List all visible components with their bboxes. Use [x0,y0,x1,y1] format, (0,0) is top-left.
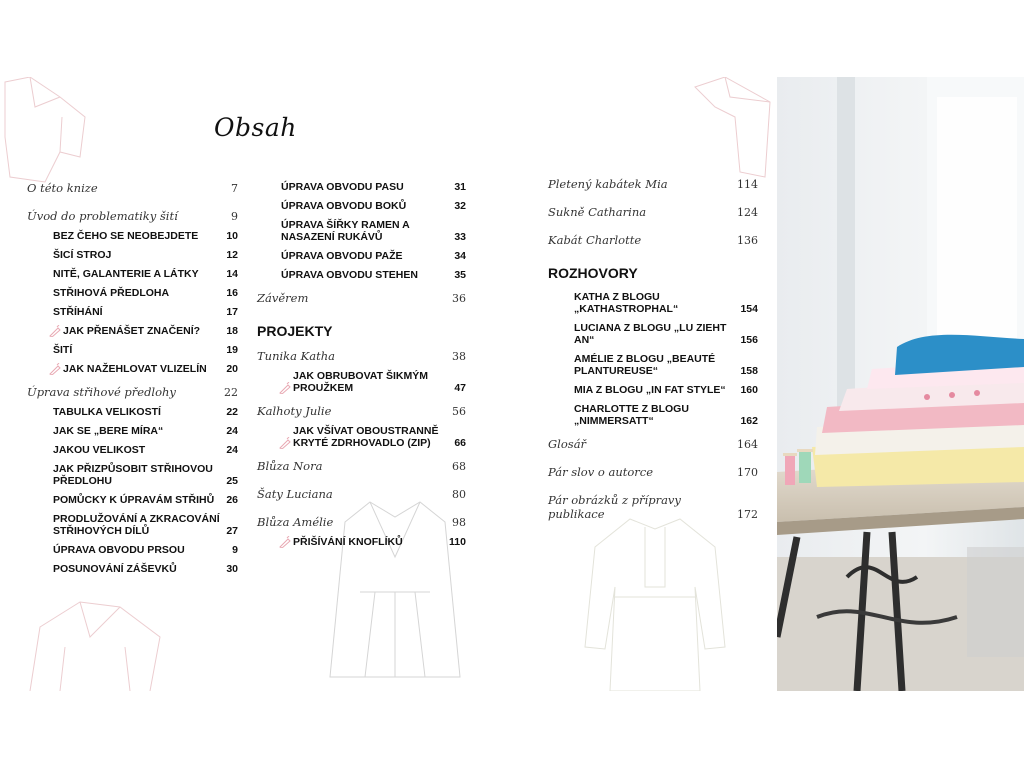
toc-page-number: 35 [454,269,466,281]
toc-entry-label: JAK PŘENÁŠET ZNAČENÍ? [63,325,201,337]
toc-entry [548,322,758,346]
toc-page-number: 14 [226,268,238,280]
toc-page-number: 17 [226,306,238,318]
pen-icon [279,437,291,449]
toc-page-number: 158 [740,365,758,377]
toc-entry [27,385,238,399]
toc-entry [257,269,466,281]
toc-entry-label: PROJEKTY [257,323,333,339]
toc-page-number: 47 [454,382,466,394]
toc-page-number: 20 [226,363,238,375]
toc-entry-label: ÚPRAVA OBVODU PRSOU [53,544,185,556]
toc-entry-label: ÚPRAVA OBVODU STEHEN [281,269,418,281]
toc-page-number: 18 [226,325,238,337]
toc-entry [548,437,758,451]
toc-entry [257,370,466,394]
toc-entry-label: KATHA Z BLOGU „KATHASTROPHAL“ [574,291,679,315]
toc-page-number: 66 [454,437,466,449]
page-title: Obsah [214,113,297,142]
toc-entry [548,177,758,191]
toc-entry-label: ÚPRAVA OBVODU PAŽE [281,250,403,262]
toc-entry [257,349,466,363]
toc-entry-label: ÚPRAVA OBVODU PASU [281,181,404,193]
toc-entry-label: JAK SE „BERE MÍRA“ [53,425,164,437]
toc-entry [27,325,238,337]
book-spread [0,77,1024,691]
toc-page-number: 162 [740,415,758,427]
toc-entry-label: BEZ ČEHO SE NEOBEJDETE [53,230,199,242]
toc-page-number: 24 [226,425,238,437]
toc-entry [257,487,466,501]
toc-entry-label: CHARLOTTE Z BLOGU „NIMMERSATT“ [574,403,689,427]
toc-entry [548,233,758,247]
toc-entry-label: ŠITÍ [53,344,73,356]
toc-page-number: 32 [454,200,466,212]
toc-entry-label: STŘIHOVÁ PŘEDLOHA [53,287,170,299]
toc-entry [27,513,238,537]
pen-icon [279,536,291,548]
pen-icon [279,382,291,394]
toc-entry-label: Pár slov o autorce [548,465,654,479]
toc-entry-label: NITĚ, GALANTERIE A LÁTKY [53,268,199,280]
toc-entry [27,425,238,437]
toc-section-heading [548,265,758,281]
toc-entry-label: JAKOU VELIKOST [53,444,146,456]
toc-page-number: 172 [737,508,758,521]
toc-page-number: 36 [452,292,466,305]
toc-entry [27,306,238,318]
toc-entry-label: AMÉLIE Z BLOGU „BEAUTÉ PLANTUREUSE“ [574,353,716,377]
toc-entry-label: Blůza Amélie [257,515,334,529]
toc-entry-label: Úprava střihové předlohy [27,385,176,399]
toc-entry [257,181,466,193]
toc-entry-label: JAK OBRUBOVAT ŠIKMÝM PROUŽKEM [293,370,428,394]
toc-entry-label: ŠICÍ STROJ [53,249,112,261]
toc-entry-label: Kalhoty Julie [257,404,332,418]
toc-page-number: 136 [737,234,758,247]
toc-page-number: 10 [226,230,238,242]
toc-page-number: 9 [232,544,238,556]
toc-entry [548,465,758,479]
toc-entry-label: Úvod do problematiky šití [27,209,178,223]
toc-entry-label: Šaty Luciana [257,487,333,501]
toc-entry-label: Kabát Charlotte [548,233,642,247]
toc-entry-label: POMŮCKY K ÚPRAVÁM STŘIHŮ [53,494,215,506]
toc-entry [257,536,466,548]
toc-page-number: 164 [737,438,758,451]
toc-entry [27,494,238,506]
toc-entry [27,363,238,375]
toc-page-number: 30 [226,563,238,575]
toc-entry-label: PŘIŠÍVÁNÍ KNOFLÍKŮ [293,536,403,548]
toc-entry [548,493,758,521]
toc-entry-label: Pár obrázků z přípravy publikace [548,493,681,521]
toc-entry-label: Glosář [548,437,587,451]
toc-page-number: 38 [452,350,466,363]
toc-page-number: 12 [226,249,238,261]
sketch-dress-right [575,517,735,691]
toc-entry-label: Závěrem [257,291,309,305]
toc-page-number: 114 [737,178,758,191]
toc-entry [27,563,238,575]
toc-entry [548,403,758,427]
toc-entry [27,287,238,299]
toc-entry [27,544,238,556]
toc-entry [27,268,238,280]
toc-page-number: 80 [452,488,466,501]
toc-entry-label: Sukně Catharina [548,205,647,219]
toc-page-number: 19 [226,344,238,356]
toc-page-number: 170 [737,466,758,479]
toc-page-number: 25 [226,475,238,487]
toc-entry [257,404,466,418]
toc-entry [548,291,758,315]
toc-page-number: 33 [454,231,466,243]
toc-entry-label: PRODLUŽOVÁNÍ A ZKRACOVÁNÍ STŘIHOVÝCH DÍLŮ [53,513,220,537]
toc-entry-label: Tunika Katha [257,349,335,363]
toc-page-number: 160 [740,384,758,396]
sketch-garment-top-left [0,77,95,187]
toc-entry [548,353,758,377]
toc-page-number: 16 [226,287,238,299]
toc-entry-label: MIA Z BLOGU „IN FAT STYLE“ [574,384,726,396]
toc-page-number: 156 [740,334,758,346]
toc-entry-label: POSUNOVÁNÍ ZÁŠEVKŮ [53,563,177,575]
pen-icon [49,325,61,337]
toc-page-number: 22 [224,386,238,399]
toc-entry [257,291,466,305]
toc-column-2 [257,181,466,548]
toc-entry [257,250,466,262]
toc-page-number: 56 [452,405,466,418]
toc-entry [257,200,466,212]
toc-entry [257,515,466,529]
toc-entry-label: JAK NAŽEHLOVAT VLIZELÍN [63,363,207,375]
toc-column-1 [27,181,238,575]
toc-section-heading [257,323,466,339]
photo-fabric-stack [777,77,1024,691]
sketch-garment-bottom-left [20,597,170,691]
toc-entry [548,205,758,219]
toc-page-number: 24 [226,444,238,456]
toc-page-number: 9 [231,210,238,223]
toc-entry [27,230,238,242]
toc-entry [257,425,466,449]
toc-entry [27,444,238,456]
toc-entry-label: ROZHOVORY [548,265,638,281]
toc-entry-label: LUCIANA Z BLOGU „LU ZIEHT AN“ [574,322,727,346]
toc-entry [27,249,238,261]
toc-page-number: 34 [454,250,466,262]
toc-page-number: 7 [231,182,238,195]
toc-page-number: 27 [226,525,238,537]
pen-icon [49,363,61,375]
toc-entry-label: O této knize [27,181,98,195]
toc-entry [548,384,758,396]
toc-page-number: 68 [452,460,466,473]
toc-entry [27,344,238,356]
toc-page-number: 31 [454,181,466,193]
toc-page-number: 26 [226,494,238,506]
toc-page-number: 110 [449,536,466,548]
toc-entry-label: Blůza Nora [257,459,323,473]
toc-entry [257,459,466,473]
toc-entry-label: JAK VŠÍVAT OBOUSTRANNĚ KRYTÉ ZDRHOVADLO (ZIP) [293,425,439,449]
toc-entry [27,463,238,487]
toc-page-number: 22 [226,406,238,418]
sketch-garment-top-right [685,77,777,187]
toc-entry-label: ÚPRAVA ŠÍŘKY RAMEN A NASAZENÍ RUKÁVŮ [281,219,410,243]
toc-entry-label: TABULKA VELIKOSTÍ [53,406,161,418]
toc-entry [27,406,238,418]
toc-entry [257,219,466,243]
toc-entry-label: ÚPRAVA OBVODU BOKŮ [281,200,407,212]
toc-entry [27,181,238,195]
toc-entry-label: JAK PŘIZPŮSOBIT STŘIHOVOU PŘEDLOHU [53,463,213,487]
toc-page-number: 124 [737,206,758,219]
toc-page-number: 154 [740,303,758,315]
toc-entry-label: STŘÍHÁNÍ [53,306,103,318]
toc-entry [27,209,238,223]
toc-page-number: 98 [452,516,466,529]
toc-column-3 [548,177,758,521]
toc-entry-label: Pletený kabátek Mia [548,177,668,191]
